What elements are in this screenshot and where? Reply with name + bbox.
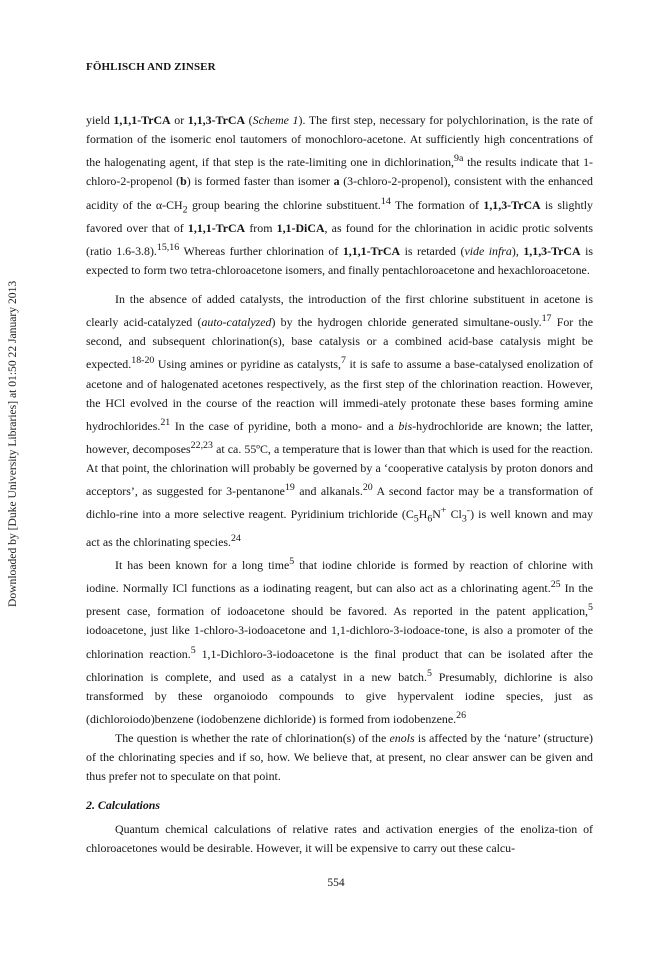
article-body — [86, 111, 593, 859]
paragraph-2: In the absence of added catalysts, the introduction of the first chlorine substituent in acetone is clearly acid-catalyzed (auto-catalyzed) by the hydrogen chloride generated simultane-ously.$^{17}$ For the second, and subsequent chlorination(s), base catalysis or a combined acid-base catalysis might be expected.$^{18-20}$ Using amines or pyridine as catalysts,$^7$ it is safe to assume a base-catalysed enolization of acetone and of halogenated acetones respectively, as the first step of the chlorination reaction. However, the HCl evolved in the course of the reaction will immedi-ately protonate these bases forming amine hydrochlorides.$^{21}$ In the case of pyridine, both a mono- and a bis-hydrochloride are known; the latter, however, decomposes$^{22,23}$ at ca. 55ºC, a temperature that is lower than that which is used for the reaction. At that point, the chlorination will probably be governed by a ‘cooperative catalysis by proton donors and acceptors’, as suggested for 3-pentanone$^{19}$ and alkanals.$^{20}$ A second factor may be a transformation of dichlo-rine into a more selective reagent. Pyridinium trichloride ($C_5H_6N^+$ $Cl_3^-$) is well known and may act as the chlorinating species.$^{24}$ — [86, 292, 594, 549]
section-paragraph: Quantum chemical calculations of relative rates and activation energies of the enoliza-tion of chloroacetones would be desirable. However, it will be expensive to carry out these calcu- — [86, 822, 593, 856]
running-header: FÖHLISCH AND ZINSER — [86, 61, 216, 73]
download-watermark: Downloaded by [Duke University Libraries] at 01:50 22 January 2013 — [6, 280, 19, 607]
page-number: 554 — [327, 877, 345, 889]
paragraph-1: yield 1,1,1-TrCA or 1,1,3-TrCA (Scheme 1). The first step, necessary for polychlorination, is the rate of formation of the isomeric enol tautomers of monochloro-acetone. At sufficiently high concentrations of the halogenating agent, if that step is the rate-limiting one in dichlorination,$^{9a}$ the results indicate that 1-chloro-2-propenol (b) is formed faster than isomer a (3-chloro-2-propenol), consistent with the enhanced acidity of the $\alpha-CH_2$ group bearing the chlorine substituent.$^{14}$ The formation of 1,1,3-TrCA is slightly favored over that of 1,1,1-TrCA from 1,1-DiCA, as found for the chlorination in acidic protic solvents (ratio 1.6-3.8).$^{15,16}$ Whereas further chlorination of 1,1,1-TrCA is retarded (vide infra), 1,1,3-TrCA is expected to form two tetra-chloroacetone isomers, and finally pentachloroacetone and hexachloroacetone. — [86, 113, 594, 278]
paragraph-3: It has been known for a long time$^5$ that iodine chloride is formed by reaction of chlorine with iodine. Normally ICl functions as a iodinating reagent, but can also act as a chlorinating agent.$^{25}$ In the present case, formation of iodoacetone should be favored. As reported in the patent application,$^5$ iodoacetone, just like 1-chloro-3-iodoacetone and 1,1-dichloro-3-iodoace-tone, is also a promoter of the chlorination reaction.$^5$ 1,1-Dichloro-3-iodoacetone is the final product that can be isolated after the chlorination is complete, and used as a catalyst in a new batch.$^5$ Presumably, dichlorine is also transformed by these organoiodo compounds to give hypervalent iodine species, just as (dichloroiodo)benzene (iodobenzene dichloride) is formed from iodobenzene.$^{26}$ — [86, 556, 594, 726]
section-heading: 2. Calculations — [86, 798, 161, 813]
paragraph-4: The question is whether the rate of chlorination(s) of the enols is affected by the ‘nature’ (structure) of the chlorinating species and if so, how. We believe that, at present, no clear answer can be given and thus prefer not to speculate on that point. — [86, 731, 593, 784]
